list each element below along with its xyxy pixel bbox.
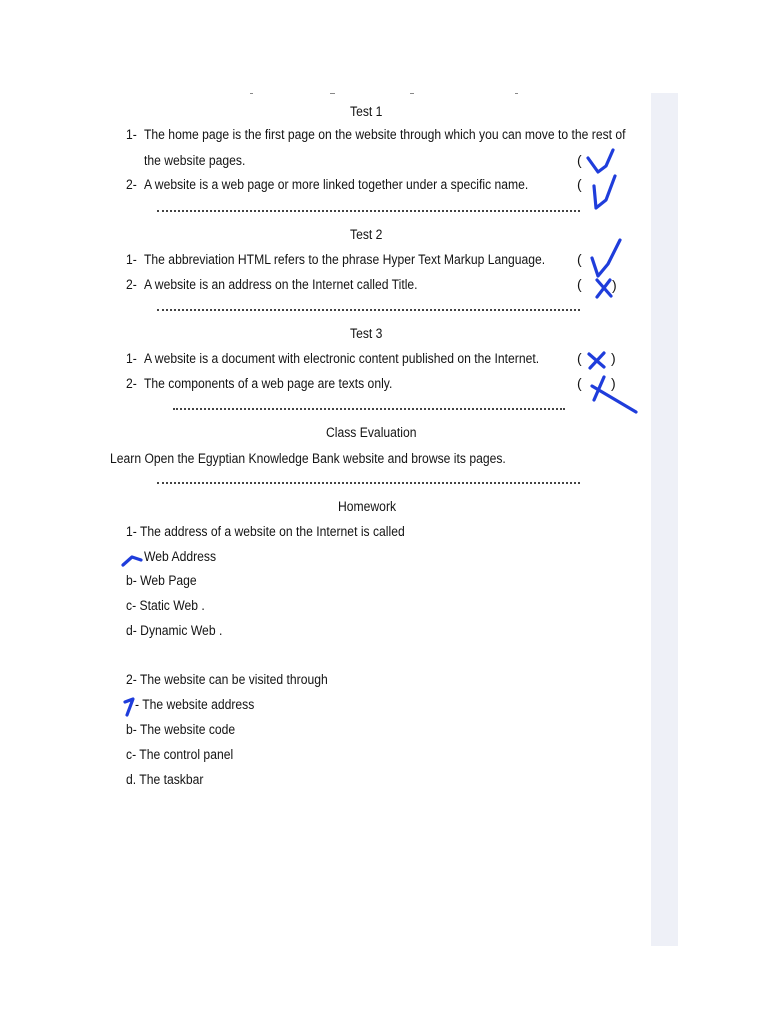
homework-q2-option-a: - The website address [135, 697, 255, 712]
test-1-item-2-number: 2- [126, 177, 137, 192]
answer-paren: ( [577, 251, 582, 267]
answer-paren: ( [577, 375, 582, 391]
homework-q1-option-d: d- Dynamic Web . [126, 623, 223, 638]
test-2-item-2-text: A website is an address on the Internet called Title. [144, 277, 418, 292]
homework-q2-option-c: c- The control panel [126, 747, 234, 762]
answer-paren: ( [577, 276, 582, 292]
answer-paren-close: ) [611, 350, 616, 366]
homework-q2: 2- The website can be visited through [126, 672, 328, 687]
scan-artifact [410, 93, 414, 94]
scan-artifact [515, 93, 518, 94]
divider [157, 309, 580, 311]
divider [157, 482, 580, 484]
test-3-item-2-text: The components of a web page are texts only. [144, 376, 393, 391]
homework-q1-option-c: c- Static Web . [126, 598, 205, 613]
class-evaluation-title: Class Evaluation [326, 425, 417, 440]
homework-q2-option-d: d. The taskbar [126, 772, 204, 787]
answer-paren: ( [577, 350, 582, 366]
test-3-title: Test 3 [350, 326, 383, 341]
answer-paren-close: ) [612, 277, 617, 293]
scan-artifact [250, 93, 253, 94]
homework-q1-option-a: Web Address [144, 549, 217, 564]
divider [157, 210, 580, 212]
homework-q1-option-b: b- Web Page [126, 573, 197, 588]
test-3-item-1-number: 1- [126, 351, 137, 366]
scan-artifact [330, 93, 335, 94]
test-1-item-1-text: The home page is the first page on the website through which you can move to the rest of [144, 127, 626, 142]
test-2-item-1-text: The abbreviation HTML refers to the phrase Hyper Text Markup Language. [144, 252, 546, 267]
answer-paren: ( [577, 176, 582, 192]
test-1-item-1-number: 1- [126, 127, 137, 142]
answer-paren: ( [577, 152, 582, 168]
class-evaluation-text: Learn Open the Egyptian Knowledge Bank website and browse its pages. [110, 451, 506, 466]
homework-title: Homework [338, 499, 397, 514]
homework-q2-option-b: b- The website code [126, 722, 236, 737]
answer-paren-close: ) [611, 375, 616, 391]
test-1-item-1-continuation: the website pages. [144, 153, 246, 168]
homework-q1: 1- The address of a website on the Internet is called [126, 524, 405, 539]
test-2-item-1-number: 1- [126, 252, 137, 267]
test-2-title: Test 2 [350, 227, 383, 242]
scrollbar-track[interactable] [651, 93, 678, 946]
test-3-item-1-text: A website is a document with electronic content published on the Internet. [144, 351, 540, 366]
test-2-item-2-number: 2- [126, 277, 137, 292]
test-1-title: Test 1 [350, 104, 383, 119]
test-1-item-2-text: A website is a web page or more linked together under a specific name. [144, 177, 529, 192]
divider [173, 408, 565, 410]
test-3-item-2-number: 2- [126, 376, 137, 391]
